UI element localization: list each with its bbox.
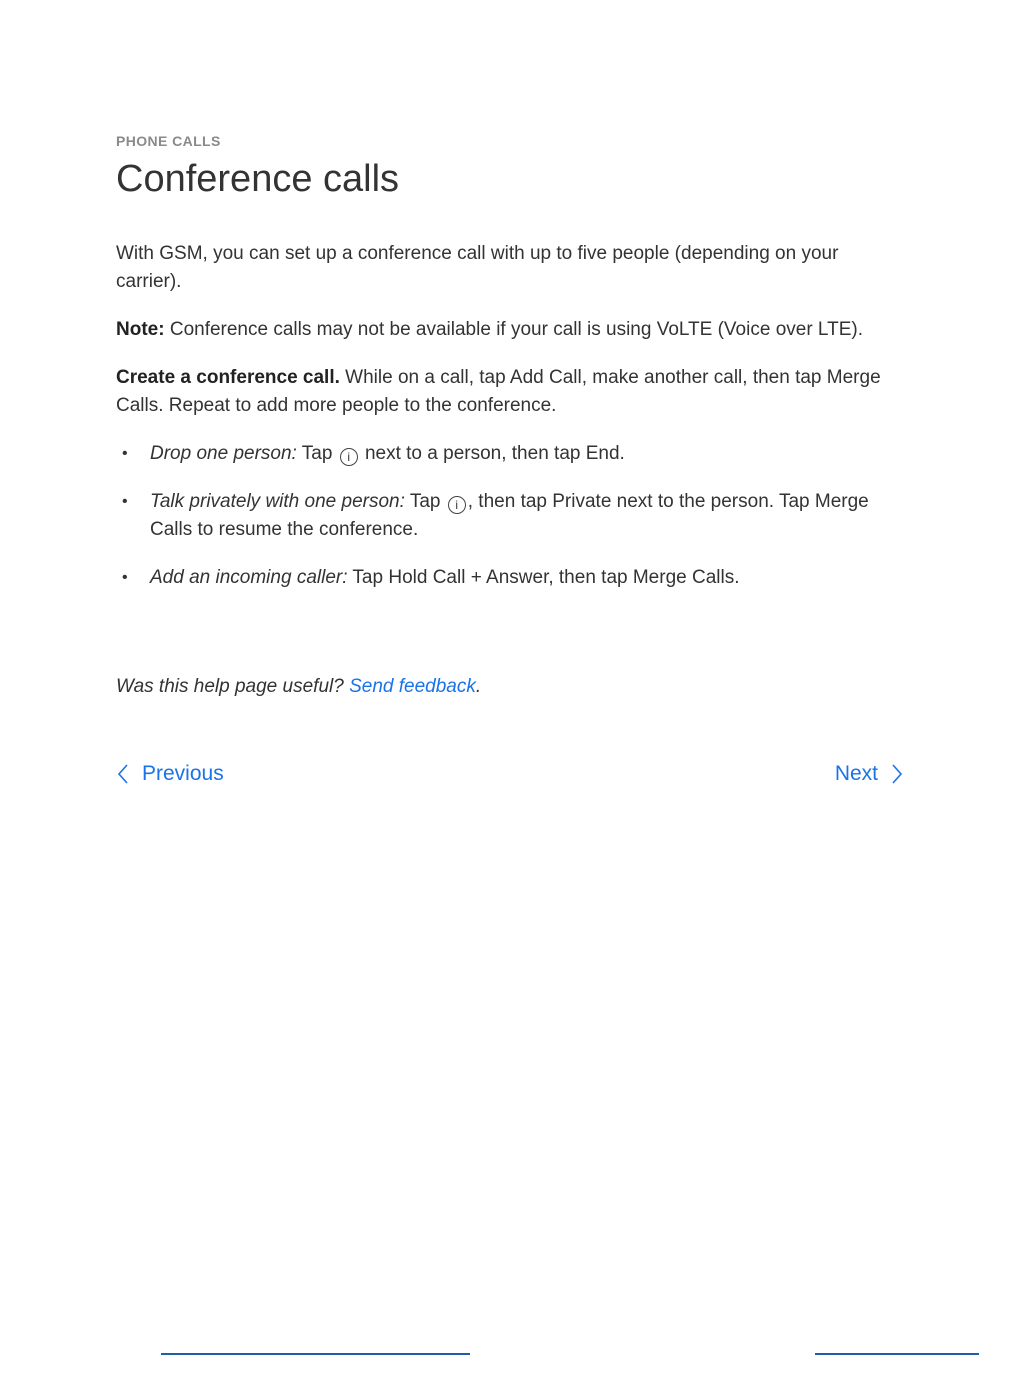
list-item-text: Tap [404,491,446,512]
next-label: Next [834,762,878,785]
feedback-question: Was this help page useful? [116,676,350,697]
list-item [116,488,906,544]
footer-divider-left [161,1353,470,1355]
list-item-term: Talk privately with one person: [150,491,405,512]
note-text: Conference calls may not be available if your call is using VoLTE (Voice over LTE). [164,319,863,340]
info-icon: i [448,496,466,514]
list-item-term: Drop one person: [150,443,297,464]
bullet-dot: • [122,569,128,586]
instruction-list [116,440,906,592]
footer-divider-right [815,1353,979,1355]
article-body [116,240,906,612]
feedback-end: . [475,676,482,697]
list-item-text: Tap Hold Call + Answer, then tap Merge Calls. [347,567,740,588]
list-item [116,564,906,592]
note-label: Note: [116,319,165,340]
chevron-right-icon [890,763,904,785]
previous-link[interactable] [116,762,224,786]
section-label: PHONE CALLS [116,133,221,149]
bullet-dot: • [122,445,128,462]
list-item-text: Tap [296,443,338,464]
chevron-left-icon [116,763,130,785]
create-paragraph [116,364,906,420]
feedback-prompt [116,676,481,698]
list-item-term: Add an incoming caller: [150,567,348,588]
create-text: While on a call, tap Add Call, make another call, then tap Merge Calls. Repeat to add more people to the conference. [116,367,881,416]
bullet-dot: • [122,493,128,510]
next-link[interactable] [835,762,904,786]
info-icon: i [340,448,358,466]
page-title: Conference calls [116,158,400,200]
note-paragraph [116,316,906,344]
list-item [116,440,906,468]
page-navigation [116,762,906,794]
intro-paragraph: With GSM, you can set up a conference call with up to five people (depending on your carrier). [116,243,839,292]
previous-label: Previous [142,762,224,785]
list-item-text: , then tap Private next to the person. Tap Merge Calls to resume the conference. [150,491,869,540]
create-label: Create a conference call. [116,367,340,388]
list-item-text: next to a person, then tap End. [359,443,625,464]
send-feedback-link[interactable]: Send feedback [349,676,476,697]
